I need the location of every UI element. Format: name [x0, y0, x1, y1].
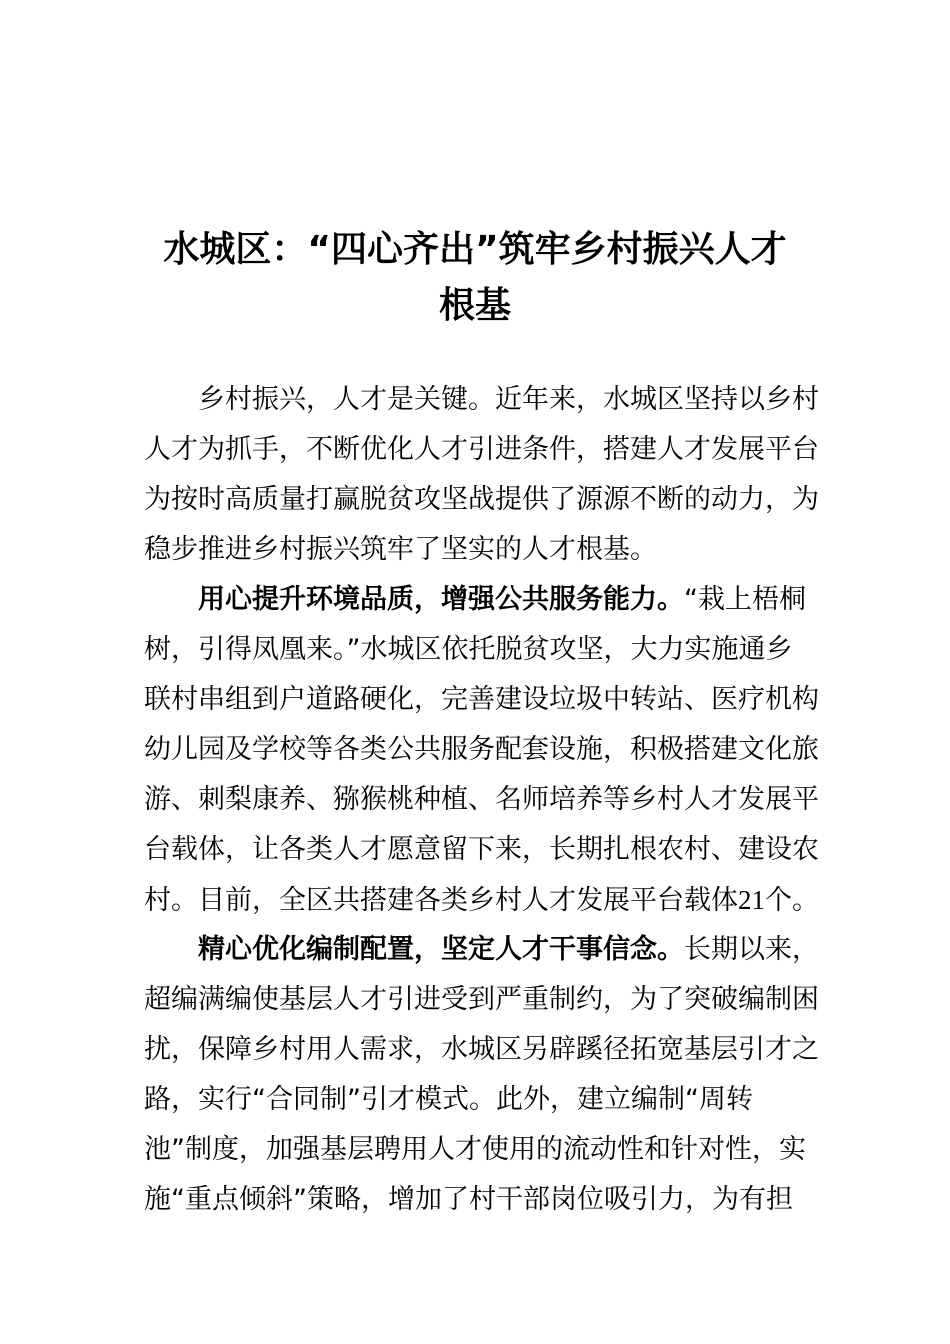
- text-line: [144, 775, 819, 825]
- text-segment: 超编满编使基层人才引进受到严重制约，为了突破编制困: [144, 984, 819, 1015]
- text-segment: 长期以来，: [684, 934, 819, 965]
- paragraph: [144, 375, 819, 575]
- text-segment: 个。: [765, 885, 819, 916]
- text-line: [144, 625, 806, 675]
- text-line: [144, 825, 819, 875]
- text-line: [144, 575, 806, 625]
- text-segment: 游、刺梨康养、猕猴桃种植、名师培养等乡村人才发展平: [144, 784, 819, 815]
- text-segment: “栽上梧桐: [684, 584, 806, 615]
- document-title: [150, 222, 800, 334]
- text-line: [144, 475, 819, 525]
- text-segment: 树，引得凤凰来。”水城区依托脱贫攻坚，大力实施通乡: [144, 634, 793, 665]
- text-line: [144, 1075, 806, 1125]
- text-line: [144, 675, 819, 725]
- text-segment: 路，实行“合同制”引才模式。此外，建立编制“周转: [144, 1084, 753, 1115]
- document-body: [144, 375, 819, 1225]
- title-line: 根基: [438, 285, 511, 326]
- paragraph: [144, 925, 819, 1225]
- bold-lead-text: 用心提升环境品质，增强公共服务能力。: [198, 584, 684, 615]
- text-line: [144, 525, 806, 575]
- text-line: [144, 925, 819, 975]
- text-line: [144, 1025, 819, 1075]
- text-segment: 21: [738, 885, 765, 915]
- text-segment: 乡村振兴，人才是关键。近年来，水城区坚持以乡村: [198, 384, 819, 415]
- text-line: [144, 425, 819, 475]
- text-segment: 幼儿园及学校等各类公共服务配套设施，积极搭建文化旅: [144, 734, 819, 765]
- paragraph: [144, 575, 819, 925]
- text-line: [144, 1175, 806, 1225]
- text-segment: 扰，保障乡村用人需求，水城区另辟蹊径拓宽基层引才之: [144, 1034, 819, 1065]
- text-segment: 人才为抓手，不断优化人才引进条件，搭建人才发展平台: [144, 434, 819, 465]
- text-segment: 联村串组到户道路硬化，完善建设垃圾中转站、医疗机构: [144, 684, 819, 715]
- text-line: [144, 725, 819, 775]
- title-line: 水城区：“四心齐出”筑牢乡村振兴人才: [163, 229, 787, 270]
- text-line: [144, 875, 819, 925]
- text-segment: 台载体，让各类人才愿意留下来，长期扎根农村、建设农: [144, 834, 819, 865]
- text-segment: 为按时高质量打赢脱贫攻坚战提供了源源不断的动力，为: [144, 484, 819, 515]
- text-line: [144, 1125, 806, 1175]
- text-segment: 村。目前，全区共搭建各类乡村人才发展平台载体: [144, 885, 738, 916]
- text-segment: 施“重点倾斜”策略，增加了村干部岗位吸引力，为有担: [144, 1184, 793, 1215]
- text-line: [144, 975, 819, 1025]
- text-segment: 池”制度，加强基层聘用人才使用的流动性和针对性，实: [144, 1134, 806, 1165]
- bold-lead-text: 精心优化编制配置，坚定人才干事信念。: [198, 934, 684, 965]
- text-line: [144, 375, 819, 425]
- text-segment: 稳步推进乡村振兴筑牢了坚实的人才根基。: [144, 534, 657, 565]
